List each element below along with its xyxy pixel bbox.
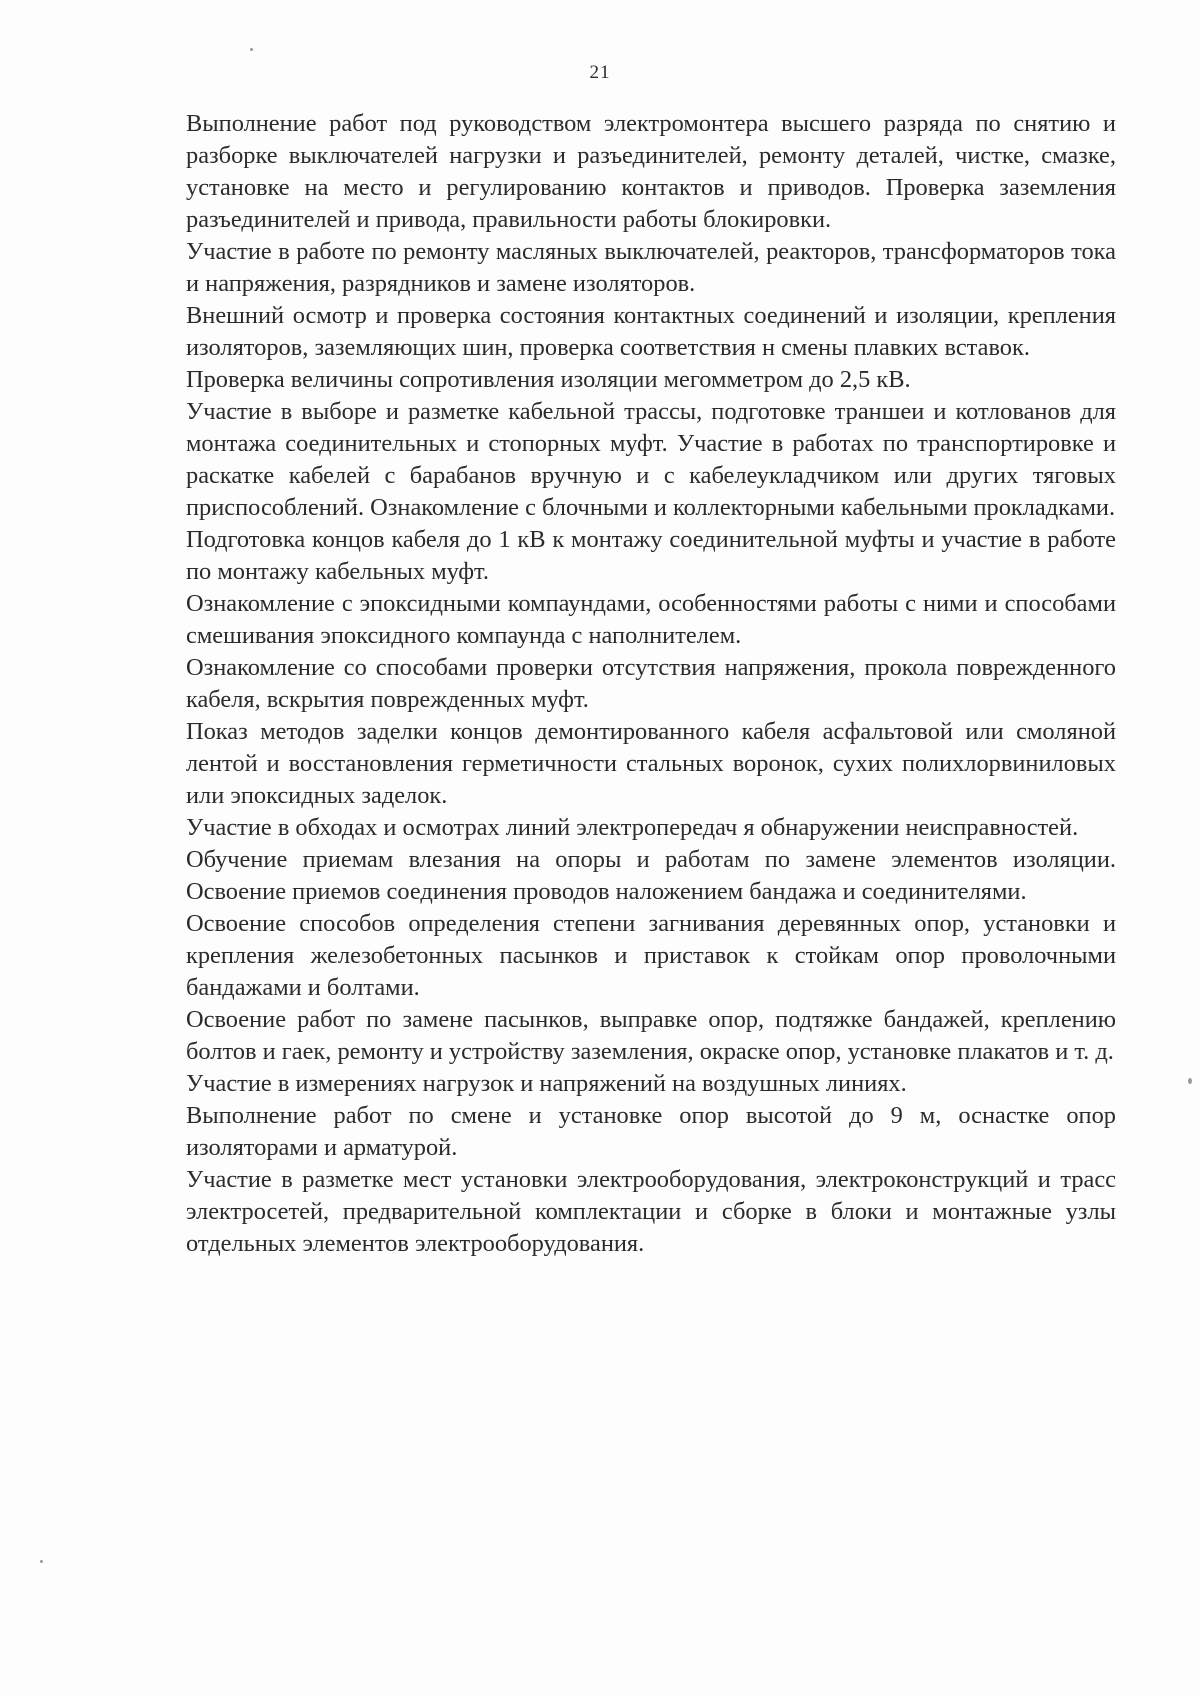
paragraph: Участие в работе по ремонту масляных выключателей, реакторов, трансформаторов тока и напряжения, разрядников и замене изоляторов. [186, 238, 1116, 297]
paragraph: Освоение работ по замене пасынков, выправке опор, подтяжке бандажей, креплению болтов и гаек, ремонту и устройству заземления, окраске опор, установке плакатов и т. д. [186, 1006, 1116, 1065]
paragraph: Обучение приемам влезания на опоры и работам по замене элементов изоляции. Освоение приемов соединения проводов наложением бандажа и соединителями. [186, 846, 1116, 905]
page-number: 21 [589, 62, 611, 83]
scan-speck [250, 48, 253, 51]
paragraph: Ознакомление со способами проверки отсутствия напряжения, прокола поврежденного кабеля, вскрытия поврежденных муфт. [186, 654, 1116, 713]
paragraph: Показ методов заделки концов демонтированного кабеля асфальтовой или смоляной лентой и восстановления герметичности стальных воронок, сухих полихлорвиниловых или эпоксидных заделок. [186, 718, 1116, 809]
paragraph: Участие в обходах и осмотрах линий электропередач я обнаружении неисправностей. [186, 814, 1079, 841]
paragraph: Выполнение работ под руководством электромонтера высшего разряда по снятию и разборке выключателей нагрузки и разъединителей, ремонту деталей, чистке, смазке, установке на место и регулированию контактов и приводов. Проверка заземления разъединителей и привода, правильности работы блокировки. [186, 110, 1116, 233]
paragraph: Подготовка концов кабеля до 1 кВ к монтажу соединительной муфты и участие в работе по монтажу кабельных муфт. [186, 526, 1116, 585]
paragraph: Внешний осмотр и проверка состояния контактных соединений и изоляции, крепления изоляторов, заземляющих шин, проверка соответствия н смены плавких вставок. [186, 302, 1116, 361]
paragraph: Проверка величины сопротивления изоляции мегомметром до 2,5 кВ. [186, 366, 911, 393]
paragraph: Освоение способов определения степени загнивания деревянных опор, установки и крепления железобетонных пасынков и приставок к стойкам опор проволочными бандажами и болтами. [186, 910, 1116, 1001]
scan-speck [1188, 1078, 1192, 1084]
paragraph: Участие в измерениях нагрузок и напряжений на воздушных линиях. [186, 1070, 907, 1097]
body-text [186, 108, 1116, 1260]
paragraph: Участие в разметке мест установки электрооборудования, электроконструкций и трасс электросетей, предварительной комплектации и сборке в блоки и монтажные узлы отдельных элементов электрооборудования. [186, 1166, 1116, 1257]
scan-speck [40, 1560, 43, 1563]
paragraph: Ознакомление с эпоксидными компаундами, особенностями работы с ними и способами смешивания эпоксидного компаунда с наполнителем. [186, 590, 1116, 649]
paragraph: Выполнение работ по смене и установке опор высотой до 9 м, оснастке опор изоляторами и арматурой. [186, 1102, 1116, 1161]
paragraph: Участие в выборе и разметке кабельной трассы, подготовке траншеи и котлованов для монтажа соединительных и стопорных муфт. Участие в работах по транспортировке и раскатке кабелей с барабанов вручную и с кабелеукладчиком или других тяговых приспособлений. Ознакомление с блочными и коллекторными кабельными прокладками. [186, 398, 1116, 521]
